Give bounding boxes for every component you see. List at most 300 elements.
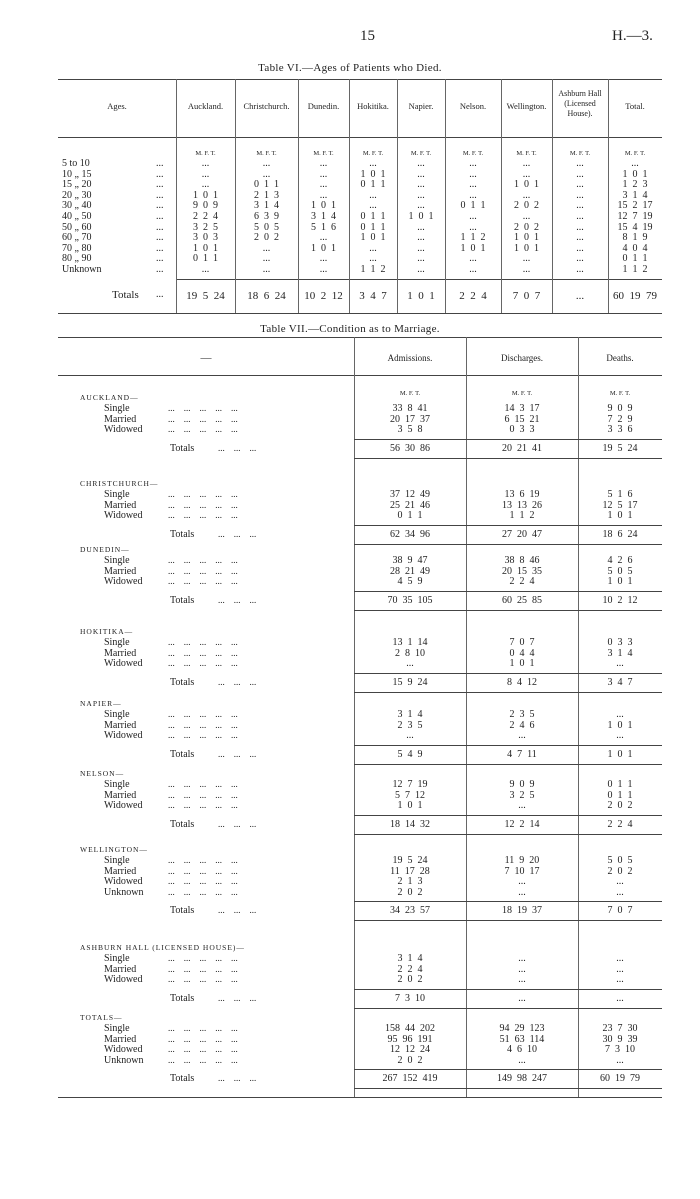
table6-cell: 0 1 1 [460, 200, 486, 212]
table6-mft-header: M. F. T. [624, 150, 646, 157]
table7-totals-cell: 60 25 85 [502, 594, 542, 606]
table7-totals-cell: 56 30 86 [390, 442, 430, 454]
table7-totals-label: Totals [170, 442, 195, 454]
table6-header-column: Total. [625, 101, 645, 111]
table7-section-rule [354, 1088, 662, 1089]
table7-leader-dots: ... ... ... ... ... [168, 647, 238, 658]
table7-leader-dots: ... ... ... ... ... [168, 779, 238, 789]
table6-cell: 2 2 4 [193, 211, 218, 222]
table6-totals-cell: 60 19 79 [613, 290, 657, 302]
table6-cell: 5 1 6 [311, 221, 336, 233]
table6-cell: ... [319, 168, 328, 180]
table6-mft-header: M. F. T. [462, 150, 484, 157]
table6-cell: ... [522, 253, 531, 265]
table6-cell: ... [576, 189, 584, 201]
table7-leader-dots: ... ... ... ... ... [168, 886, 238, 897]
table7-cell: 6 15 21 [504, 413, 540, 425]
table6-cell: ... [469, 221, 477, 233]
table7-section-rule [354, 764, 662, 765]
table7-cell: ... [616, 974, 624, 985]
table6-cell: 2 1 3 [254, 189, 279, 201]
table6-cell: 1 1 2 [622, 264, 648, 275]
table6-cell: 2 0 2 [514, 200, 539, 212]
table6-cell: ... [469, 253, 477, 265]
table7-cell: 0 1 1 [607, 779, 633, 790]
table7-row-label: Single [104, 1023, 130, 1034]
table7-cell: 5 0 5 [607, 855, 633, 866]
table7-totals-cell: 62 34 96 [390, 528, 430, 540]
table7-row-label: Married [104, 1033, 137, 1045]
table6-cell: ... [369, 189, 377, 201]
table7-row-label: Widowed [104, 974, 143, 985]
table6-cell: ... [417, 242, 425, 254]
table7-cell: 25 21 46 [390, 499, 430, 511]
table6-cell: ... [319, 264, 328, 275]
table7-row-label: Married [104, 865, 137, 877]
table6-leader-dots: ... [156, 221, 164, 233]
table7-totals-label: Totals [170, 676, 195, 688]
table7-cell: 2 2 4 [397, 963, 423, 975]
table6-cell: ... [262, 253, 271, 265]
table7-totals-cell: 70 35 105 [387, 594, 433, 606]
table6-row-age: 20 „ 30 [62, 189, 92, 201]
table6-leader-dots: ... [156, 289, 164, 300]
table6-totals-cell: 19 5 24 [186, 290, 225, 302]
table7-cell: 2 0 2 [397, 974, 423, 985]
table7-leader-dots: ... ... ... [218, 442, 257, 453]
table7-leader-dots: ... ... ... ... ... [168, 855, 238, 865]
table7-cell: ... [616, 1054, 624, 1066]
table7-totals-cell: ... [616, 992, 624, 1004]
table6-cell: ... [469, 179, 477, 191]
table6-mft-header: M. F. T. [569, 150, 591, 157]
table7-row-label: Married [104, 963, 137, 975]
table6-cell: 0 1 1 [193, 253, 218, 265]
table6-leader-dots: ... [156, 232, 164, 244]
table6-cell: ... [417, 264, 425, 275]
table7-cell: 30 9 39 [602, 1033, 638, 1045]
table7-cell: 51 63 114 [499, 1033, 545, 1045]
table7-row-label: Married [104, 499, 137, 511]
table7-cell: 3 5 8 [397, 424, 423, 435]
table6-leader-dots: ... [156, 242, 164, 254]
table6-cell: 0 1 1 [360, 221, 386, 233]
table7-cell: ... [518, 800, 526, 811]
table7-leader-dots: ... ... ... ... ... [168, 658, 238, 668]
table7-cell: ... [616, 658, 624, 669]
table6-totals-cell: 10 2 12 [304, 290, 343, 302]
table6-leader-dots: ... [156, 179, 164, 191]
table6-cell: ... [576, 211, 584, 222]
table7-cell: ... [616, 886, 624, 898]
table7-title: Table VII.—Condition as to Marriage. [260, 323, 440, 335]
table6-cell: 3 1 4 [311, 211, 336, 222]
table6-leader-dots: ... [156, 158, 164, 169]
table7-row-label: Single [104, 709, 130, 720]
table6-cell: ... [576, 253, 584, 265]
table6-leader-dots: ... [156, 211, 164, 222]
table7-totals-label: Totals [170, 594, 195, 606]
table7-subtotal-rule [354, 439, 662, 440]
table6-cell: 0 1 1 [254, 179, 279, 191]
table7-cell: 20 15 35 [502, 565, 542, 577]
table6-cell: ... [369, 200, 377, 212]
table7-totals-cell: 267 152 419 [382, 1073, 438, 1084]
table6-cell: 1 1 2 [460, 232, 486, 244]
table6-cell: 0 1 1 [622, 253, 648, 265]
table7-leader-dots: ... ... ... ... ... [168, 876, 238, 886]
table6-header-column: Ashburn Hall (Licensed House). [558, 89, 602, 118]
table6-mft-header: M. F. T. [410, 150, 432, 157]
table6-leader-dots: ... [156, 253, 164, 265]
table7-cell: ... [518, 953, 526, 964]
table7-cell: ... [518, 876, 526, 887]
table6-cell: ... [469, 211, 477, 222]
table6-cell: ... [369, 158, 377, 169]
table7-leader-dots: ... ... ... ... ... [168, 963, 238, 974]
table6-cell: 8 1 9 [622, 232, 648, 244]
table7-leader-dots: ... ... ... [218, 748, 257, 759]
table7-subtotal-rule [354, 525, 662, 526]
table7-totals-label: Totals [170, 1073, 195, 1084]
table7-totals-cell: ... [518, 992, 526, 1004]
table7-row-label: Single [104, 489, 130, 500]
table7-totals-label: Totals [170, 905, 195, 916]
table7-cell: ... [406, 730, 414, 741]
table6-cell: 1 0 1 [408, 211, 434, 222]
table7-cell: 2 3 5 [509, 709, 535, 720]
table7-cell: 5 0 5 [607, 565, 633, 577]
table6-cell: 1 0 1 [460, 242, 486, 254]
table7-totals-cell: 7 3 10 [395, 992, 425, 1004]
table6-cell: ... [576, 200, 584, 212]
table7-cell: 94 29 123 [499, 1023, 545, 1034]
table6-header-column: Hokitika. [357, 101, 389, 111]
table7-leader-dots: ... ... ... ... ... [168, 413, 238, 424]
table7-mft-header: M. F. T. [399, 390, 421, 397]
table6-cell: ... [469, 158, 477, 169]
table6-cell: 1 0 1 [193, 242, 218, 254]
table7-leader-dots: ... ... ... ... ... [168, 953, 238, 963]
table7-cell: 12 7 19 [392, 779, 428, 790]
table7-cell: 38 9 47 [392, 555, 428, 566]
table6-cell: ... [576, 242, 584, 254]
table7-leader-dots: ... ... ... [218, 594, 257, 605]
table6-cell: 1 0 1 [514, 242, 539, 254]
table7-leader-dots: ... ... ... ... ... [168, 637, 238, 647]
table7-cell: ... [518, 886, 526, 898]
table6-cell: ... [201, 264, 210, 275]
table7-cell: 2 2 4 [509, 576, 535, 587]
table7-cell: 3 3 6 [607, 424, 633, 435]
table7-row-label: Single [104, 403, 130, 414]
table6-rule [176, 279, 662, 280]
table7-totals-cell: 7 0 7 [607, 905, 633, 916]
table6-cell: 15 4 19 [617, 221, 653, 233]
table6-leader-dots: ... [156, 168, 164, 180]
table6-totals-cell: 2 2 4 [459, 290, 487, 302]
table7-cell: 2 4 6 [509, 719, 535, 731]
table7-cell: 0 1 1 [397, 510, 423, 521]
table6-cell: ... [417, 200, 425, 212]
table6-cell: 15 2 17 [617, 200, 653, 212]
table7-cell: 9 0 9 [607, 403, 633, 414]
table7-row-label: Married [104, 719, 137, 731]
table6-cell: ... [417, 221, 425, 233]
table7-cell: 0 1 1 [607, 789, 633, 801]
table7-section-rule [354, 544, 662, 545]
table7-leader-dots: ... ... ... ... ... [168, 1044, 238, 1054]
table6-cell: 1 2 3 [622, 179, 648, 191]
table7-cell: ... [518, 974, 526, 985]
table7-totals-cell: 34 23 57 [390, 905, 430, 916]
table7-cell: 2 0 2 [607, 800, 633, 811]
table6-cell: ... [522, 168, 531, 180]
table7-cell: 12 12 24 [390, 1044, 430, 1055]
table6-cell: ... [469, 189, 477, 201]
table7-leader-dots: ... ... ... ... ... [168, 800, 238, 810]
table7-subtotal-rule [354, 591, 662, 592]
table6-cell: ... [522, 211, 531, 222]
table7-cell: 4 6 10 [507, 1044, 537, 1055]
table6-totals-cell: 1 0 1 [407, 290, 435, 302]
table6-cell: ... [262, 168, 271, 180]
table7-cell: 37 12 49 [390, 489, 430, 500]
table6-cell: ... [201, 158, 210, 169]
table7-section-name: HOKITIKA— [80, 627, 134, 636]
table6-cell: 2 0 2 [254, 232, 279, 244]
table6-cell: ... [469, 168, 477, 180]
table7-leader-dots: ... ... ... ... ... [168, 424, 238, 434]
table7-row-label: Single [104, 855, 130, 866]
table6-cell: 1 0 1 [360, 232, 386, 244]
table7-cell: 1 0 1 [607, 719, 633, 731]
table7-leader-dots: ... ... ... [218, 528, 257, 539]
table7-totals-cell: 4 7 11 [507, 748, 537, 760]
table7-header-dash: — [200, 352, 212, 364]
page-number: 15 [360, 28, 375, 44]
table7-section-rule [354, 1008, 662, 1009]
table6-cell: ... [469, 264, 477, 275]
table7-rule [58, 337, 662, 338]
table6-cell: ... [262, 242, 271, 254]
table7-cell: 33 8 41 [392, 403, 428, 414]
table7-cell: 2 1 3 [397, 876, 423, 887]
table7-cell: 23 7 30 [602, 1023, 638, 1034]
table7-row-label: Widowed [104, 510, 143, 521]
table7-section-name: WELLINGTON— [80, 845, 148, 854]
table6-leader-dots: ... [156, 189, 164, 201]
table6-cell: ... [417, 168, 425, 180]
table7-cell: ... [518, 1054, 526, 1066]
table6-totals-cell: 18 6 24 [247, 290, 286, 302]
table7-section-rule [354, 834, 662, 835]
table7-cell: 3 2 5 [509, 789, 535, 801]
table7-cell: 11 9 20 [504, 855, 540, 866]
table6-title: Table VI.—Ages of Patients who Died. [258, 62, 442, 74]
table7-rule [58, 1097, 662, 1098]
table6-cell: ... [262, 158, 271, 169]
table6-header-column: Auckland. [187, 101, 224, 111]
table7-subtotal-rule [354, 901, 662, 902]
table7-row-label: Widowed [104, 576, 143, 587]
table7-cell: ... [616, 876, 624, 887]
table7-totals-label: Totals [170, 528, 195, 540]
table6-cell: 1 0 1 [514, 179, 539, 191]
table6-cell: ... [417, 253, 425, 265]
table6-leader-dots: ... [156, 264, 164, 275]
table7-totals-cell: 18 14 32 [390, 818, 430, 830]
table7-totals-cell: 2 2 4 [607, 818, 633, 830]
table6-cell: ... [319, 158, 328, 169]
table7-section-rule [354, 610, 662, 611]
table7-row-label: Married [104, 647, 137, 659]
table7-totals-cell: 20 21 41 [502, 442, 542, 454]
table7-leader-dots: ... ... ... ... ... [168, 709, 238, 719]
table6-rule [58, 137, 662, 138]
table6-cell: ... [319, 232, 328, 244]
table7-subtotal-rule [354, 745, 662, 746]
table7-row-label: Married [104, 413, 137, 425]
table7-cell: 158 44 202 [385, 1023, 435, 1034]
table7-leader-dots: ... ... ... [218, 676, 257, 687]
table6-cell: 1 0 1 [311, 242, 336, 254]
table7-cell: 13 6 19 [504, 489, 540, 500]
table7-row-label: Widowed [104, 730, 143, 741]
table7-leader-dots: ... ... ... ... ... [168, 565, 238, 576]
table7-cell: 13 1 14 [392, 637, 428, 648]
table7-cell: 3 1 4 [397, 709, 423, 720]
table7-header-column: Admissions. [387, 353, 433, 363]
table7-subtotal-rule [354, 989, 662, 990]
table7-section-name: CHRISTCHURCH— [80, 479, 159, 488]
table6-mft-header: M. F. T. [362, 150, 384, 157]
table6-cell: ... [631, 158, 639, 169]
table7-cell: 38 8 46 [504, 555, 540, 566]
table6-totals-label: Totals [112, 289, 139, 301]
table7-totals-cell: 149 98 247 [497, 1073, 547, 1084]
table6-row-age: 5 to 10 [62, 158, 90, 169]
table7-section-name: ASHBURN HALL (LICENSED HOUSE)— [80, 943, 245, 952]
table7-cell: 2 0 2 [397, 886, 423, 898]
table7-leader-dots: ... ... ... ... ... [168, 403, 238, 413]
table7-cell: 0 3 3 [509, 424, 535, 435]
table7-leader-dots: ... ... ... ... ... [168, 510, 238, 520]
table7-row-label: Unknown [104, 886, 144, 898]
table6-cell: 9 0 9 [193, 200, 218, 212]
table7-condition-as-to-marriage [58, 337, 662, 1097]
table7-leader-dots: ... ... ... [218, 905, 257, 915]
table7-cell: 0 3 3 [607, 637, 633, 648]
table7-row-label: Single [104, 637, 130, 648]
table7-cell: 2 0 2 [607, 865, 633, 877]
table7-leader-dots: ... ... ... [218, 818, 257, 829]
table7-cell: 7 3 10 [605, 1044, 635, 1055]
table7-cell: 1 0 1 [607, 510, 633, 521]
table6-cell: 1 0 1 [193, 189, 218, 201]
table7-row-label: Widowed [104, 658, 143, 669]
table7-subtotal-rule [354, 1069, 662, 1070]
table6-row-age: 50 „ 60 [62, 221, 92, 233]
table7-cell: 13 13 26 [502, 499, 542, 511]
table7-cell: 1 0 1 [607, 576, 633, 587]
table6-cell: 0 1 1 [360, 179, 386, 191]
table7-cell: ... [616, 730, 624, 741]
table7-row-label: Widowed [104, 424, 143, 435]
table7-leader-dots: ... ... ... ... ... [168, 576, 238, 586]
table7-cell: 3 1 4 [397, 953, 423, 964]
table7-section-name: DUNEDIN— [80, 545, 130, 554]
table7-cell: 1 1 2 [509, 510, 535, 521]
table6-mft-header: M. F. T. [256, 150, 277, 157]
table6-cell: ... [417, 189, 425, 201]
table6-header-column: Napier. [408, 101, 434, 111]
table7-totals-cell: 18 19 37 [502, 905, 542, 916]
table6-mft-header: M. F. T. [313, 150, 334, 157]
table7-row-label: Married [104, 789, 137, 801]
table6-row-age: 40 „ 50 [62, 211, 92, 222]
table7-totals-cell: 19 5 24 [602, 442, 638, 454]
table7-leader-dots: ... ... ... ... ... [168, 974, 238, 984]
table7-totals-cell: 1 0 1 [607, 748, 633, 760]
table7-mft-header: M. F. T. [609, 390, 631, 397]
table7-leader-dots: ... ... ... ... ... [168, 489, 238, 499]
table7-header-column: Discharges. [500, 353, 544, 363]
table6-cell: 4 0 4 [622, 242, 648, 254]
table6-cell: ... [319, 189, 328, 201]
table7-cell: 7 0 7 [509, 637, 535, 648]
table7-cell: 95 96 191 [387, 1033, 433, 1045]
table6-cell: ... [319, 179, 328, 191]
table6-mft-header: M. F. T. [516, 150, 537, 157]
table7-totals-label: Totals [170, 818, 195, 830]
table7-cell: 2 8 10 [395, 647, 425, 659]
table7-section-name: NELSON— [80, 769, 125, 778]
table7-totals-cell: 10 2 12 [602, 594, 638, 606]
table7-row-label: Widowed [104, 800, 143, 811]
table6-cell: ... [417, 179, 425, 191]
table6-leader-dots: ... [156, 200, 164, 212]
table6-cell: ... [201, 179, 210, 191]
table7-cell: ... [616, 709, 624, 720]
table7-row-label: Unknown [104, 1054, 144, 1066]
table7-cell: 12 5 17 [602, 499, 638, 511]
table7-cell: 3 1 4 [607, 647, 633, 659]
table6-cell: ... [369, 242, 377, 254]
table6-cell: 3 1 4 [622, 189, 648, 201]
table7-cell: ... [518, 730, 526, 741]
table6-cell: 0 1 1 [360, 211, 386, 222]
table7-cell: 0 4 4 [509, 647, 535, 659]
table7-leader-dots: ... ... ... ... ... [168, 1023, 238, 1033]
table6-cell: ... [576, 264, 584, 275]
table7-totals-cell: 3 4 7 [607, 676, 633, 688]
table6-row-age: 10 „ 15 [62, 168, 92, 180]
table6-cell: ... [262, 264, 271, 275]
table6-row-age: 60 „ 70 [62, 232, 92, 244]
table7-totals-cell: 15 9 24 [392, 676, 428, 688]
table7-totals-cell: 5 4 9 [397, 748, 423, 760]
table6-header-ages: Ages. [107, 101, 127, 111]
table6-cell: ... [522, 158, 531, 169]
table6-header-column: Nelson. [459, 101, 487, 111]
table7-row-label: Single [104, 953, 130, 964]
table6-cell: 2 0 2 [514, 221, 539, 233]
table7-section-rule [354, 692, 662, 693]
table7-cell: 1 0 1 [509, 658, 535, 669]
table7-section-name: NAPIER— [80, 699, 122, 708]
table7-header-column: Deaths. [606, 353, 634, 363]
